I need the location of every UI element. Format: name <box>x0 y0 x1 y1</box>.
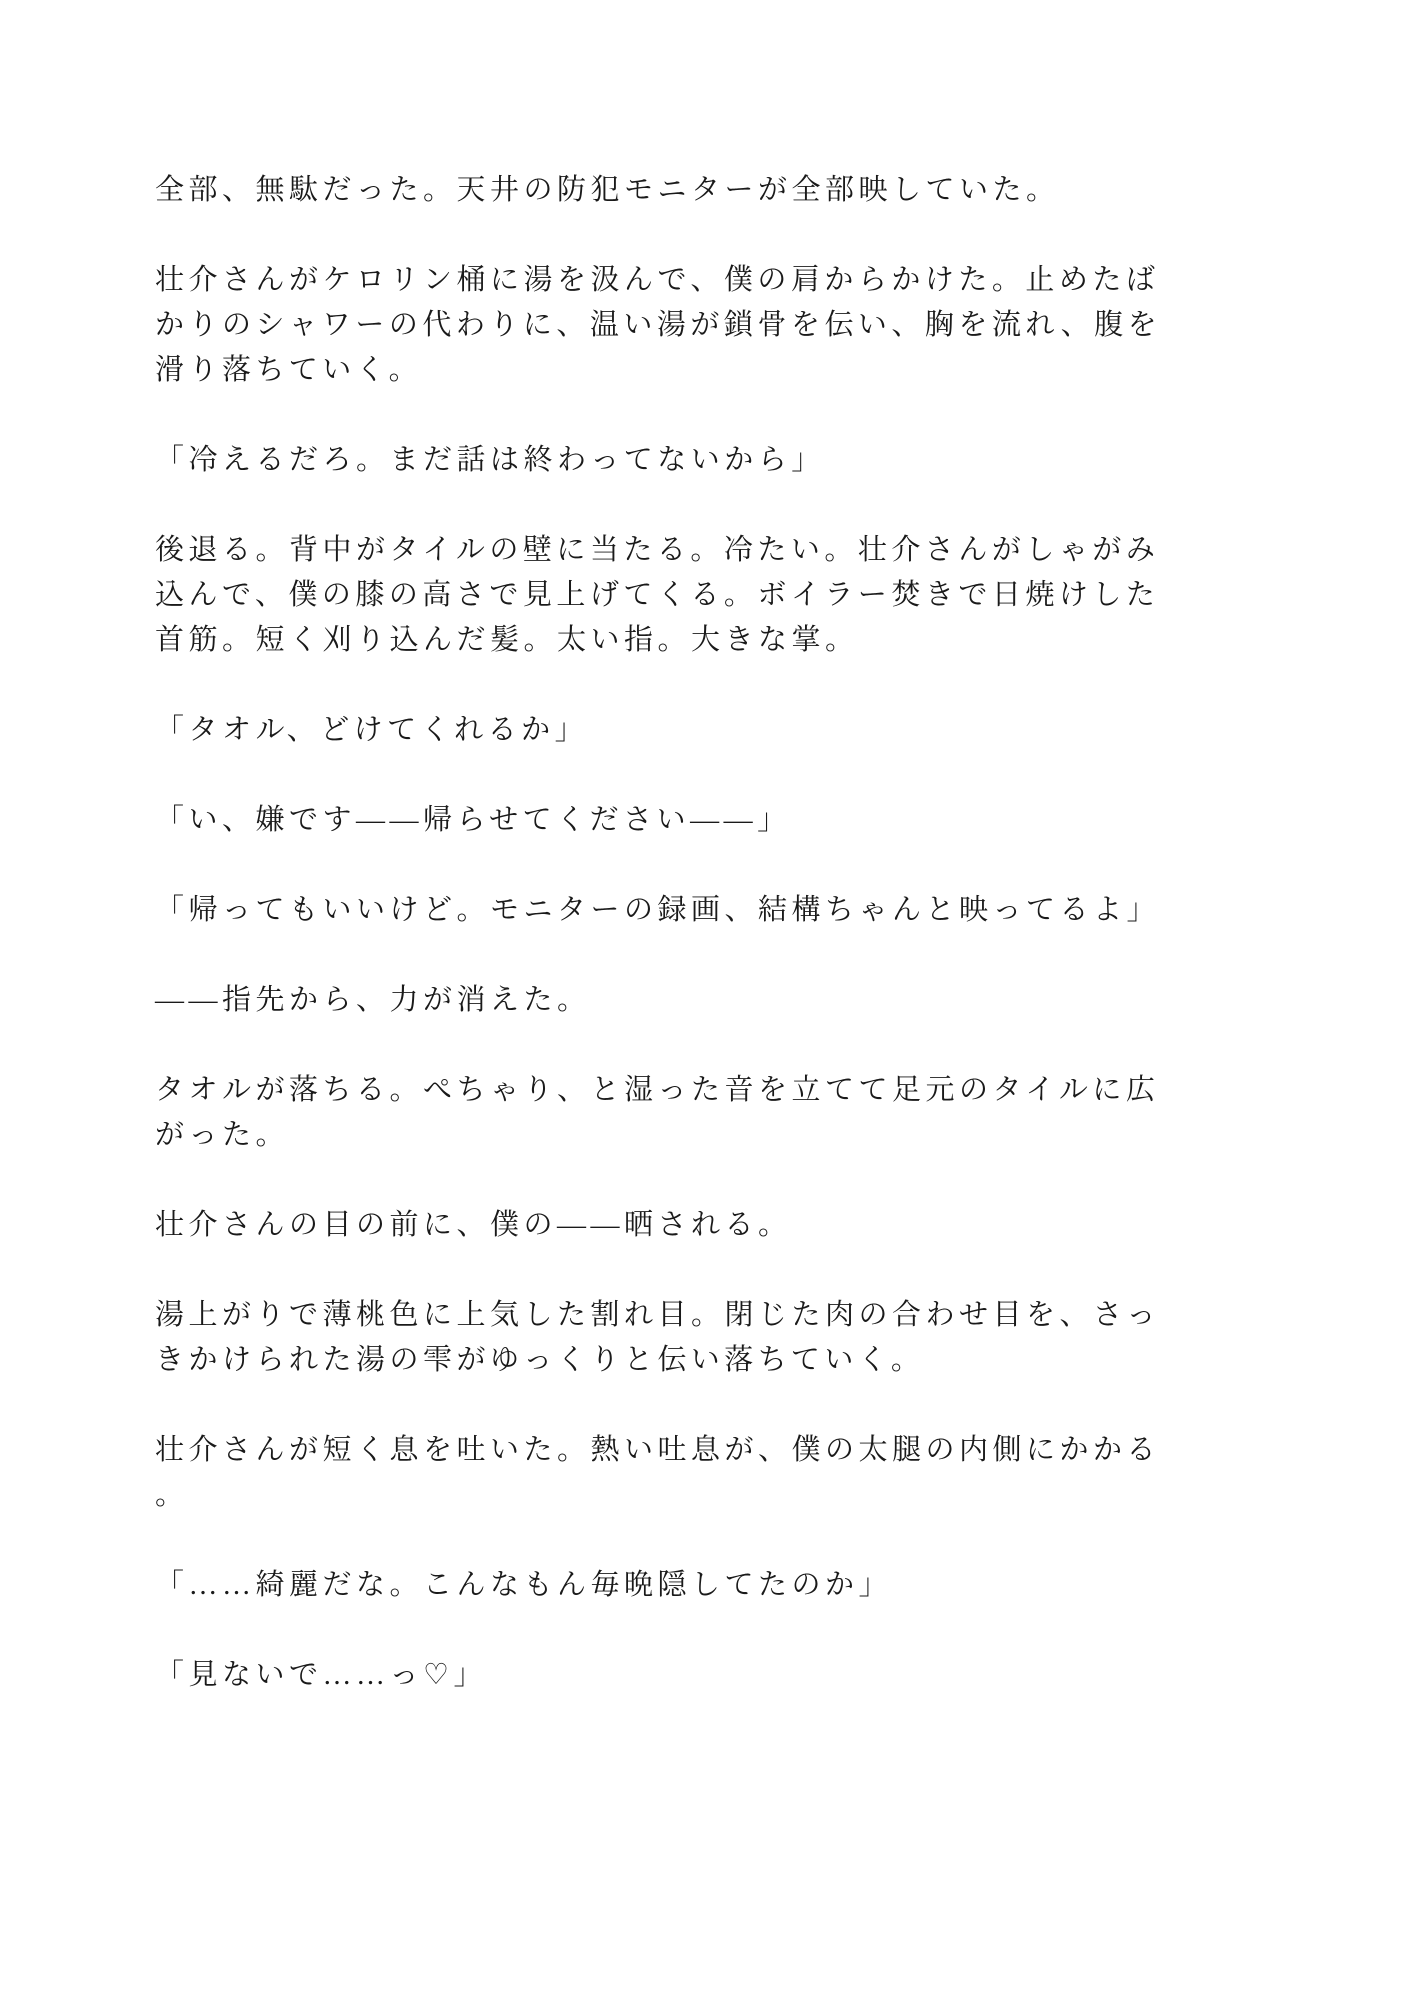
text-line: 「見ないで……っ♡」 <box>155 1659 487 1691</box>
text-line: がった。 <box>155 1119 290 1151</box>
text-line: 湯上がりで薄桃色に上気した割れ目。閉じた肉の合わせ目を、さっ <box>155 1299 1161 1331</box>
text-line: 「帰ってもいいけど。モニターの録画、結構ちゃんと映ってるよ」 <box>155 894 1161 926</box>
text-line: ——指先から、力が消えた。 <box>155 984 591 1016</box>
text-line: 全部、無駄だった。天井の防犯モニターが全部映していた。 <box>155 174 1060 206</box>
text-line: 壮介さんが短く息を吐いた。熱い吐息が、僕の太腿の内側にかかる <box>155 1434 1161 1466</box>
paragraph <box>155 168 1165 213</box>
paragraph <box>155 258 1165 393</box>
paragraph <box>155 978 1165 1023</box>
paragraph-dialogue <box>155 1563 1165 1608</box>
paragraph-dialogue <box>155 438 1165 483</box>
text-line: かりのシャワーの代わりに、温い湯が鎖骨を伝い、胸を流れ、腹を <box>155 309 1162 341</box>
text-line: 「冷えるだろ。まだ話は終わってないから」 <box>155 444 825 476</box>
paragraph-dialogue <box>155 798 1165 843</box>
text-line: 「い、嫌です——帰らせてください——」 <box>155 804 791 836</box>
text-line: 滑り落ちていく。 <box>155 354 423 386</box>
text-line: 首筋。短く刈り込んだ髪。太い指。大きな掌。 <box>155 624 859 656</box>
paragraph-dialogue <box>155 1653 1165 1698</box>
text-line: 「……綺麗だな。こんなもん毎晩隠してたのか」 <box>155 1569 893 1601</box>
text-line: 「タオル、どけてくれるか」 <box>155 714 589 746</box>
text-line: 壮介さんの目の前に、僕の——晒される。 <box>155 1209 792 1241</box>
text-line: きかけられた湯の雫がゆっくりと伝い落ちていく。 <box>155 1344 925 1376</box>
paragraph-dialogue <box>155 708 1165 753</box>
paragraph <box>155 1068 1165 1158</box>
text-line: 壮介さんがケロリン桶に湯を汲んで、僕の肩からかけた。止めたば <box>155 264 1160 296</box>
paragraph <box>155 1203 1165 1248</box>
text-line: 後退る。背中がタイルの壁に当たる。冷たい。壮介さんがしゃがみ <box>155 534 1160 566</box>
paragraph-dialogue <box>155 888 1165 933</box>
paragraph <box>155 1293 1165 1383</box>
text-line: 込んで、僕の膝の高さで見上げてくる。ボイラー焚きで日焼けした <box>155 579 1160 611</box>
paragraph <box>155 528 1165 663</box>
text-line: 。 <box>155 1479 189 1511</box>
text-line: タオルが落ちる。ぺちゃり、と湿った音を立てて足元のタイルに広 <box>155 1074 1160 1106</box>
paragraph <box>155 1428 1165 1518</box>
